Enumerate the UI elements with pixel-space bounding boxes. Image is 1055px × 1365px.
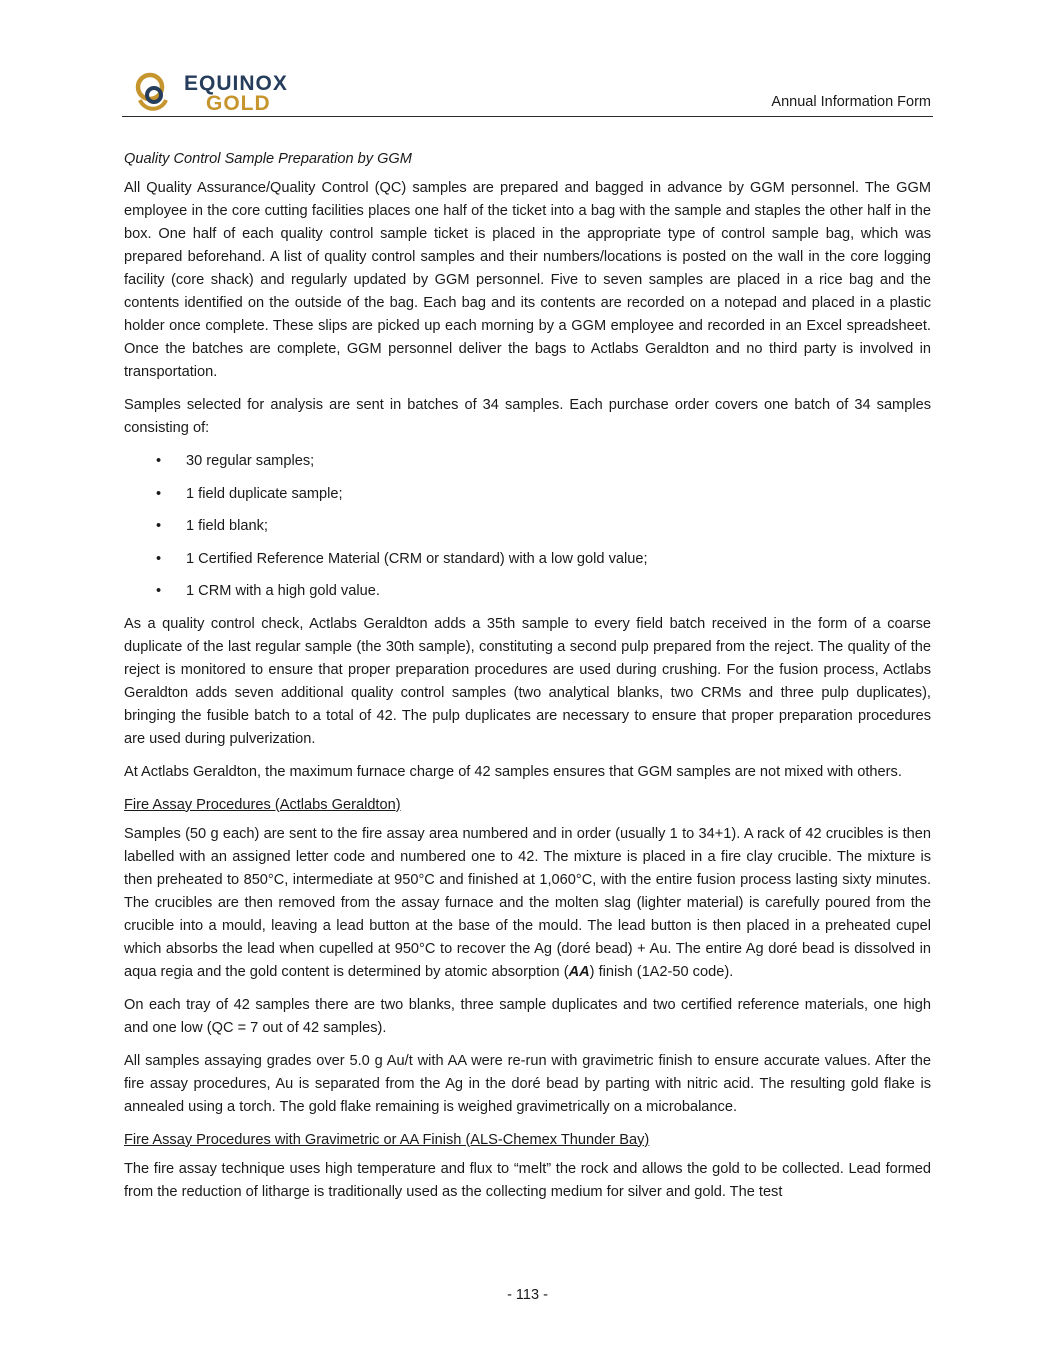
page-number: - 113 -: [507, 1287, 548, 1303]
page-header: [122, 68, 933, 117]
company-logo: [132, 70, 302, 114]
section-heading-qc: Quality Control Sample Preparation by GGM: [124, 151, 412, 167]
paragraph: The fire assay technique uses high temperature and flux to “melt” the rock and allows the gold to be collected. Lead formed from the reduction of litharge is traditionally used as the collecting medium for silver and gold. The test: [124, 1160, 931, 1200]
document-title: Annual Information Form: [771, 94, 931, 110]
logo-text-line1: EQUINOX: [184, 72, 288, 95]
bullet-list: [124, 450, 931, 603]
bullet-icon: •: [156, 583, 162, 599]
paragraph: At Actlabs Geraldton, the maximum furnace charge of 42 samples ensures that GGM samples are not mixed with others.: [124, 763, 902, 780]
paragraph: [124, 823, 931, 984]
page-body: [124, 148, 931, 1214]
list-item-text: 1 Certified Reference Material (CRM or standard) with a low gold value;: [186, 550, 648, 567]
paragraph: All samples assaying grades over 5.0 g Au/t with AA were re-run with gravimetric finish to ensure accurate values. After the fire assay procedures, Au is separated from the Ag in the doré bead by parting with nitric acid. The resulting gold flake is annealed using a torch. The gold flake remaining is weighed gravimetrically on a microbalance.: [124, 1052, 931, 1115]
paragraph: On each tray of 42 samples there are two blanks, three sample duplicates and two certified reference materials, one high and one low (QC = 7 out of 42 samples).: [124, 996, 931, 1036]
logo-emblem-icon: [132, 70, 176, 114]
list-item-text: 1 field blank;: [186, 518, 268, 534]
logo-text-line2: GOLD: [206, 92, 271, 115]
list-item: [124, 515, 931, 538]
section-heading-fire-assay: Fire Assay Procedures (Actlabs Geraldton): [124, 796, 401, 813]
list-item: [124, 450, 931, 473]
emphasis-aa: AA: [568, 963, 590, 980]
paragraph-text: ) finish (1A2-50 code).: [589, 963, 734, 980]
list-item: [124, 483, 931, 506]
paragraph: All Quality Assurance/Quality Control (QC) samples are prepared and bagged in advance by GGM personnel. The GGM employee in the core cutting facilities places one half of the ticket into a bag with the sample and staples the other half in the box. One half of each quality control sample ticket is placed in the appropriate type of control sample bag, which was prepared beforehand. A list of quality control samples and their numbers/locations is posted on the wall in the core logging facility (core shack) and regularly updated by GGM personnel. Five to seven samples are placed in a rice bag and the contents identified on the outside of the bag. Each bag and its contents are recorded on a notepad and placed in a plastic holder once complete. These slips are picked up each morning by a GGM employee and recorded in an Excel spreadsheet. Once the batches are complete, GGM personnel deliver the bags to Actlabs Geraldton and no third party is involved in transportation.: [124, 180, 931, 380]
section-heading-fire-assay-als: Fire Assay Procedures with Gravimetric or AA Finish (ALS-Chemex Thunder Bay): [124, 1131, 650, 1148]
paragraph-text: Samples (50 g each) are sent to the fire assay area numbered and in order (usually 1 to 34+1). A rack of 42 crucibles is then labelled with an assigned letter code and numbered one to 42. The mixture is placed in a fire clay crucible. The mixture is then preheated to 850°C, intermediate at 950°C and finished at 1,060°C, with the entire fusion process lasting sixty minutes. The crucibles are then removed from the assay furnace and the molten slag (lighter material) is carefully poured from the crucible into a mould, leaving a lead button at the base of the mould. The lead button is then placed in a preheated cupel which absorbs the lead when cupelled at 950°C to recover the Ag (doré bead) + Au. The entire Ag doré bead is dissolved in aqua regia and the gold content is determined by atomic absorption (: [124, 825, 931, 980]
list-item: [124, 580, 931, 603]
list-item-text: 30 regular samples;: [186, 453, 315, 469]
list-item-text: 1 CRM with a high gold value.: [186, 583, 380, 599]
list-item: [124, 548, 931, 571]
bullet-icon: •: [156, 485, 162, 502]
list-item-text: 1 field duplicate sample;: [186, 485, 343, 502]
bullet-icon: •: [156, 518, 162, 534]
bullet-icon: •: [156, 453, 162, 469]
paragraph: As a quality control check, Actlabs Geraldton adds a 35th sample to every field batch received in the form of a coarse duplicate of the last regular sample (the 30th sample), constituting a second pulp prepared from the reject. The quality of the reject is monitored to ensure that proper preparation procedures are used during crushing. For the fusion process, Actlabs Geraldton adds seven additional quality control samples (two analytical blanks, two CRMs and three pulp duplicates), bringing the fusible batch to a total of 42. The pulp duplicates are necessary to ensure that proper preparation procedures are used during pulverization.: [124, 615, 931, 747]
bullet-icon: •: [156, 550, 162, 567]
paragraph: Samples selected for analysis are sent in batches of 34 samples. Each purchase order covers one batch of 34 samples consisting of:: [124, 397, 931, 436]
